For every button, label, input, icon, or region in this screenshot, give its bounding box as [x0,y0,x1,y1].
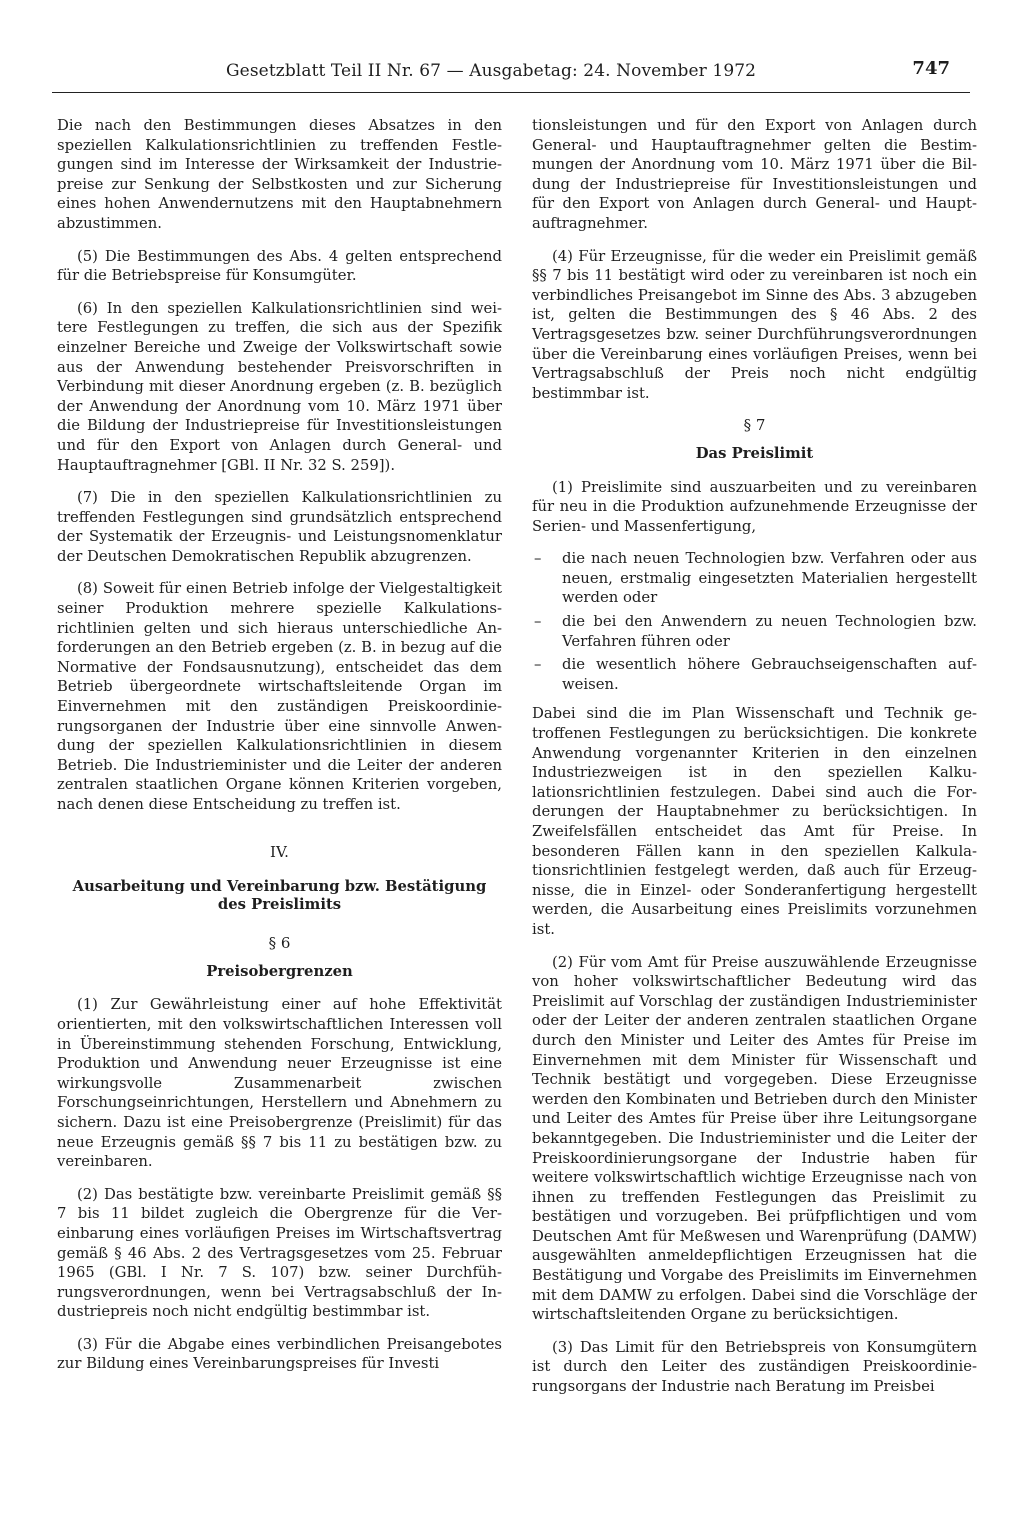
gazette-title: Gesetzblatt Teil II Nr. 67 — Ausgabetag: 24. November 1972 [226,61,757,81]
section-7-paragraph-1-continued: Dabei sind die im Plan Wissenschaft und Technik getroffenen Festlegungen zu berücksichtigen. Die konkrete Anwendung vorgenannter Kriterien in den einzelnen Industriezweigen ist in den speziellen Kalkulationsrichtlinien festzulegen. Dabei sind auch die Forderungen der Hauptabnehmer zu berücksichtigen. In Zweifelsfällen entscheidet das Amt für Preise. In besonderen Fällen kann in den speziellen Kalkulationsrichtlinien festgelegt werden, daß auch für Erzeugnisse, die in Einzel- oder Sonderanfertigung hergestellt werden, die Ausarbeitung eines Preislimits vorzunehmen ist. [532,705,977,938]
list-item: – die wesentlich höhere Gebrauchseigenschaften aufweisen. [532,655,977,694]
section-7-title: Das Preislimit [695,444,814,462]
list-item: – die nach neuen Technologien bzw. Verfahren oder aus neuen, erstmalig eingesetzten Materialien hergestellt werden oder [532,549,977,608]
left-column [57,116,502,1387]
section-7-paragraph-3: (3) Das Limit für den Betriebspreis von Konsumgütern ist durch den Leiter des zuständigen Preiskoordinierungsorgans der Industrie nach Beratung im Preisbei [532,1338,977,1396]
section-7-paragraph-2: (2) Für vom Amt für Preise auszuwählende Erzeugnisse von hoher volkswirtschaftlicher Bedeutung wird das Preislimit auf Vorschlag der zuständigen Industrieminister oder der Leiter der anderen zentralen staatlichen Organe durch den Minister und Leiter des Amtes für Preise im Einvernehmen mit dem Minister für Wissenschaft und Technik bestätigt und vorgegeben. Diese Erzeugnisse werden den Kombinaten und Betrieben durch den Minister und Leiter des Amtes für Preise über ihre Leitungsorgane bekanntgegeben. Die Industrieminister und die Leiter der Preiskoordinierungsorgane der Industrie haben für weitere volkswirtschaftlich wichtige Erzeugnisse nach von ihnen zu treffenden Festlegungen das Preislimit zu bestätigen und vorzugeben. Bei prüfpflichtigen und vom Deutschen Amt für Meßwesen und Warenprüfung (DAMW) ausgewählten anmeldepflichtigen Erzeugnissen hat die Bestätigung und Vorgabe des Preislimits im Einvernehmen mit dem DAMW zu erfolgen. Dabei sind die Vorschläge der wirtschaftsleitenden Organe zu berücksichtigen. [532,953,977,1324]
paragraph-continuation: tionsleistungen und für den Export von Anlagen durch General- und Hauptauftragnehmer gelten die Bestimmungen der Anordnung vom 10. März 1971 über die Bildung der Industriepreise für Investitionsleistungen und für den Export von Anlagen durch General- und Hauptauftragnehmer. [532,117,977,232]
paragraph-5: (5) Die Bestimmungen des Abs. 4 gelten entsprechend für die Betriebspreise für Konsumgüter. [57,247,502,285]
paragraph-8: (8) Soweit für einen Betrieb infolge der Vielgestaltigkeit seiner Produktion mehrere spezielle Kalkulationsrichtlinien gelten und sich hieraus unterschiedliche Anforderungen an den Betrieb ergeben (z. B. in bezug auf die Normative der Fondsausnutzung), entscheidet das dem Betrieb übergeordnete wirtschaftsleitende Organ im Einvernehmen mit den zuständigen Preiskoordinierungsorganen der Industrie über eine sinnvolle Anwendung der speziellen Kalkulationsrichtlinien in diesem Betrieb. Die Industrieminister und die Leiter der anderen zentralen staatlichen Organe können Kriterien vorgeben, nach denen diese Entscheidung zu treffen ist. [57,580,502,813]
section-6-paragraph-1: (1) Zur Gewährleistung einer auf hohe Effektivität orientierten, mit den volkswirtschaftlichen Interessen voll in Übereinstimmung stehenden Forschung, Entwicklung, Produktion und Anwendung neuer Erzeugnisse ist eine wirkungsvolle Zusammenarbeit zwischen Forschungseinrichtungen, Herstellern und Abnehmern zu sichern. Dazu ist eine Preisobergrenze (Preislimit) für das neue Erzeugnis gemäß §§ 7 bis 11 zu bestätigen bzw. zu vereinbaren. [57,996,502,1171]
paragraph-intro: Die nach den Bestimmungen dieses Absatzes in den speziellen Kalkulationsrichtlinien zu treffenden Festlegungen sind im Interesse der Wirksamkeit der Industriepreise zur Senkung der Selbstkosten und zur Sicherung eines hohen Anwendernutzens mit den Hauptabnehmern abzustimmen. [57,117,502,232]
paragraph-6: (6) In den speziellen Kalkulationsrichtlinien sind weitere Festlegungen zu treffen, die sich aus der Spezifik einzelner Bereiche und Zweige der Volkswirtschaft sowie aus der Anwendung bestehender Preisvorschriften in Verbindung mit dieser Anordnung ergeben (z. B. bezüglich der Anwendung der Anordnung vom 10. März 1971 über die Bildung der Industriepreise für Investitionsleistungen und für den Export von Anlagen durch General- und Hauptauftragnehmer [GBl. II Nr. 32 S. 259]). [57,299,502,474]
paragraph-7: (7) Die in den speziellen Kalkulationsrichtlinien zu treffenden Festlegungen sind grundsätzlich entsprechend der Systematik der Erzeugnis- und Leistungsnomenklatur der Deutschen Demokratischen Republik abzugrenzen. [57,489,502,565]
section-6-number: § 6 [268,934,291,953]
criteria-list [532,549,977,694]
right-column [532,116,977,1410]
list-item: – die bei den Anwendern zu neuen Technologien bzw. Verfahren führen oder [532,612,977,651]
section-7-paragraph-1: (1) Preislimite sind auszuarbeiten und zu vereinbaren für neu in die Produktion aufzunehmende Erzeugnisse der Serien- und Massenfertigung, [532,478,977,535]
chapter-number: IV. [270,842,289,861]
page-header [52,56,970,93]
section-6-paragraph-3: (3) Für die Abgabe eines verbindlichen Preisangebotes zur Bildung eines Vereinbarungspreises für Investi [57,1335,502,1373]
section-7-number: § 7 [743,416,766,435]
chapter-title: Ausarbeitung und Vereinbarung bzw. Bestätigung des Preislimits [72,878,487,914]
page-number: 747 [912,58,950,79]
section-6-paragraph-4: (4) Für Erzeugnisse, für die weder ein Preislimit gemäß §§ 7 bis 11 bestätigt wird oder zu vereinbaren ist noch ein verbindliches Preisangebot im Sinne des Abs. 3 abzugeben ist, gelten die Bestimmungen des § 46 Abs. 2 des Vertragsgesetzes bzw. seiner Durchführungsverordnungen über die Vereinbarung eines vorläufigen Preises, wenn bei Vertragsabschluß der Preis noch nicht endgültig bestimmbar ist. [532,247,977,402]
section-6-title: Preisobergrenzen [206,962,353,980]
section-6-paragraph-2: (2) Das bestätigte bzw. vereinbarte Preislimit gemäß §§ 7 bis 11 bildet zugleich die Obergrenze für die Vereinbarung eines vorläufigen Preises im Wirtschaftsvertrag gemäß § 46 Abs. 2 des Vertragsgesetzes vom 25. Februar 1965 (GBl. I Nr. 7 S. 107) bzw. seiner Durchführungsverordnungen, wenn bei Vertragsabschluß der Industriepreis noch nicht endgültig bestimmbar ist. [57,1185,502,1321]
